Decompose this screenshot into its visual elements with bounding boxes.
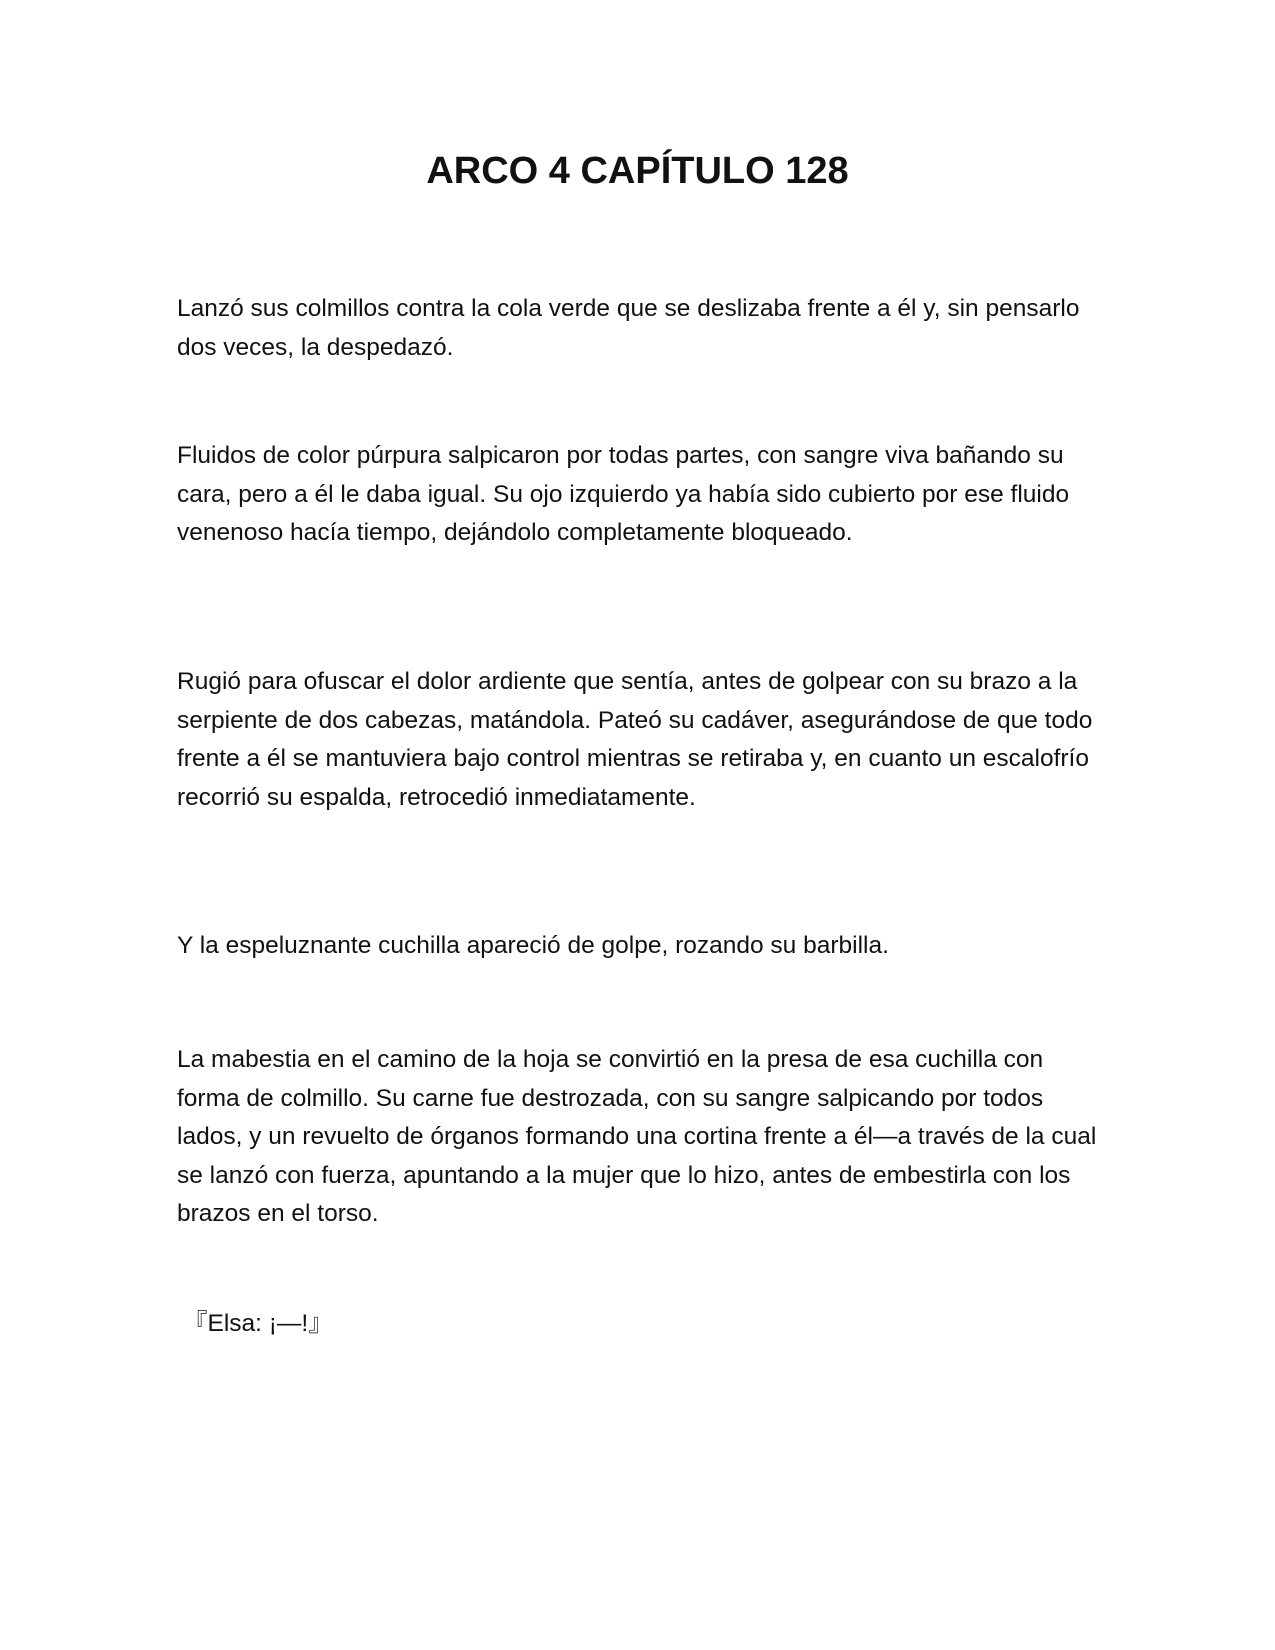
chapter-title: ARCO 4 CAPÍTULO 128 (426, 150, 849, 192)
paragraph-4: Y la espeluznante cuchilla apareció de golpe, rozando su barbilla. (177, 932, 889, 959)
paragraph-2: Fluidos de color púrpura salpicaron por todas partes, con sangre viva bañando su cara, pero a él le daba igual. Su ojo izquierdo ya había sido cubierto por ese fluido venenoso hacía tiempo, dejándolo completamente bloqueado. (177, 442, 1070, 546)
paragraph-3: Rugió para ofuscar el dolor ardiente que sentía, antes de golpear con su brazo a la serpiente de dos cabezas, matándola. Pateó su cadáver, asegurándose de que todo frente a él se mantuviera bajo control mientras se retiraba y, en cuanto un escalofrío recorrió su espalda, retrocedió inmediatamente. (177, 668, 1093, 811)
dialogue-line: 『Elsa: ¡—!』 (183, 1310, 333, 1337)
paragraph-1: Lanzó sus colmillos contra la cola verde que se deslizaba frente a él y, sin pensarlo dos veces, la despedazó. (177, 295, 1080, 361)
paragraph-5: La mabestia en el camino de la hoja se convirtió en la presa de esa cuchilla con forma de colmillo. Su carne fue destrozada, con su sangre salpicando por todos lados, y un revuelto de órganos formando una cortina frente a él—a través de la cual se lanzó con fuerza, apuntando a la mujer que lo hizo, antes de embestirla con los brazos en el torso. (177, 1046, 1097, 1227)
